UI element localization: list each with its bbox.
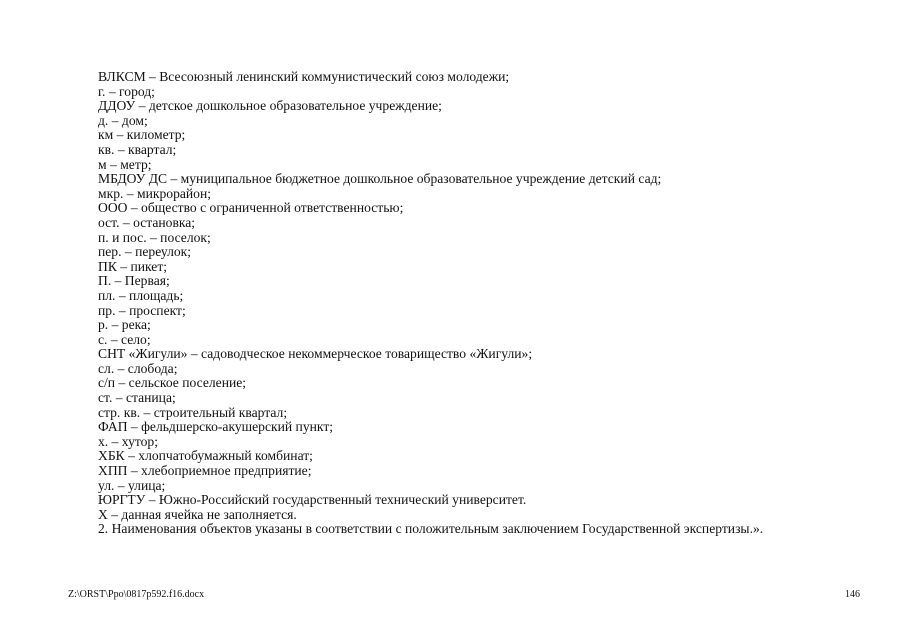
list-item: мкр. – микрорайон;: [98, 185, 212, 201]
list-item: ост. – остановка;: [98, 214, 196, 230]
list-item: ПК – пикет;: [98, 258, 168, 274]
list-item: с/п – сельское поселение;: [98, 375, 247, 391]
list-item: МБДОУ ДС – муниципальное бюджетное дошкольное образовательное учреждение детский сад;: [98, 171, 662, 187]
page-number: 146: [845, 589, 860, 600]
list-item: д. – дом;: [98, 112, 148, 128]
footer-file-path: Z:\ORST\Ppo\0817p592.f16.docx: [68, 589, 205, 600]
list-item: ЮРГТУ – Южно-Российский государственный технический университет.: [98, 492, 527, 508]
list-item: ул. – улица;: [98, 477, 166, 493]
list-item: с. – село;: [98, 331, 151, 347]
list-item: п. и пос. – поселок;: [98, 229, 211, 245]
list-item: кв. – квартал;: [98, 141, 177, 157]
list-item: км – километр;: [98, 127, 186, 143]
list-item: ВЛКСМ – Всесоюзный ленинский коммунистический союз молодежи;: [98, 69, 510, 84]
list-item: р. – река;: [98, 317, 151, 333]
list-item: ООО – общество с ограниченной ответственностью;: [98, 200, 404, 216]
list-item: ДДОУ – детское дошкольное образовательное учреждение;: [98, 98, 442, 114]
list-item: ХБК – хлопчатобумажный комбинат;: [98, 448, 313, 464]
list-item: П. – Первая;: [98, 273, 170, 289]
list-item: м – метр;: [98, 156, 152, 172]
list-item: СНТ «Жигули» – садоводческое некоммерческое товарищество «Жигули»;: [98, 346, 533, 362]
list-item: ХПП – хлебоприемное предприятие;: [98, 463, 312, 479]
list-item: г. – город;: [98, 83, 155, 99]
list-item: сл. – слобода;: [98, 360, 178, 376]
list-item: Х – данная ячейка не заполняется.: [98, 506, 297, 522]
list-item: стр. кв. – строительный квартал;: [98, 404, 288, 420]
list-item: х. – хутор;: [98, 433, 158, 449]
list-item: пр. – проспект;: [98, 302, 186, 318]
list-item: пл. – площадь;: [98, 287, 184, 303]
list-item: пер. – переулок;: [98, 244, 192, 260]
list-item: ФАП – фельдшерско-акушерский пункт;: [98, 419, 334, 435]
list-item: ст. – станица;: [98, 390, 176, 406]
abbreviation-list: [98, 70, 878, 537]
list-item: 2. Наименования объектов указаны в соответствии с положительным заключением Государственной экспертизы.».: [98, 521, 764, 537]
